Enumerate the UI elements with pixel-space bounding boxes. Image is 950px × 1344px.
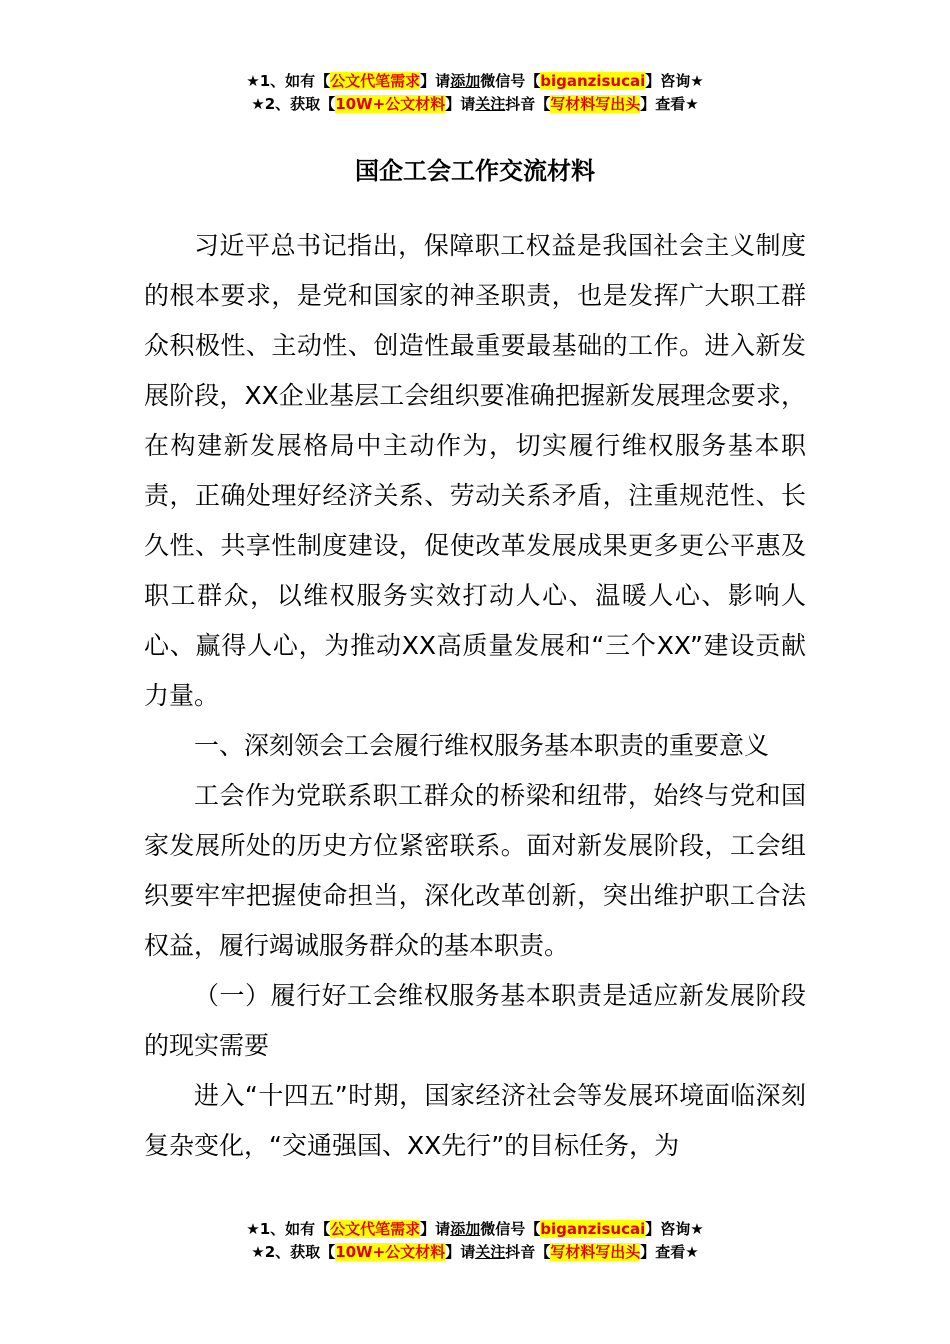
douyin-highlight: 写材料写出头 [550,1243,641,1261]
banner-text: 】咨询★ [645,1220,704,1238]
banner-text: 】请 [445,95,476,113]
banner-text: 微信号【 [480,1220,541,1238]
header-banner [0,70,950,116]
body-paragraph: 工会作为党联系职工群众的桥梁和纽带，始终与党和国家发展所处的历史方位紧密联系。面对新发展阶段，工会组织要牢牢把握使命担当，深化改革创新，突出维护职工合法权益，履行竭诚服务群众的基本职责。 [144,781,806,960]
footer-banner [0,1218,950,1264]
highlight-text: 公文代笔需求 [330,72,421,90]
underlined-text: 添加 [450,72,481,90]
banner-text: 】查看★ [640,1243,699,1261]
body-paragraph: 习近平总书记指出，保障职工权益是我国社会主义制度的根本要求，是党和国家的神圣职责，也是发挥广大职工群众积极性、主动性、创造性最重要最基础的工作。进入新发展阶段，XX企业基层工会组织要准确把握新发展理念要求，在构建新发展格局中主动作为，切实履行维权服务基本职责，正确处理好经济关系、劳动关系矛盾，注重规范性、长久性、共享性制度建设，促使改革发展成果更多更公平惠及职工群众，以维权服务实效打动人心、温暖人心、影响人心、赢得人心，为推动XX高质量发展和“三个XX”建设贡献力量。 [144,231,806,710]
highlight-text: 10W+公文材料 [335,1243,446,1261]
banner-text: 微信号【 [480,72,541,90]
document-title: 国企工会工作交流材料 [355,157,595,185]
banner-text: 】请 [445,1243,476,1261]
banner-text: ★2、获取【 [251,95,336,113]
wechat-id-highlight: biganzisucai [540,1220,646,1238]
subsection-heading: （一）履行好工会维权服务基本职责是适应新发展阶段的现实需要 [144,981,806,1060]
highlight-text: 公文代笔需求 [330,1220,421,1238]
douyin-highlight: 写材料写出头 [550,95,641,113]
banner-text: 】查看★ [640,95,699,113]
underlined-text: 添加 [450,1220,481,1238]
banner-text: 】请 [420,72,451,90]
document-body [144,221,806,1171]
body-paragraph: 进入“十四五”时期，国家经济社会等发展环境面临深刻复杂变化，“交通强国、XX先行”的目标任务，为 [144,1081,806,1160]
underlined-text: 关注 [475,95,506,113]
banner-text: 抖音【 [505,1243,551,1261]
banner-line-2 [0,93,950,116]
highlight-text: 10W+公文材料 [335,95,446,113]
banner-line-1 [0,1218,950,1241]
section-heading: 一、深刻领会工会履行维权服务基本职责的重要意义 [194,731,770,760]
banner-line-1 [0,70,950,93]
banner-text: 】请 [420,1220,451,1238]
banner-line-2 [0,1241,950,1264]
banner-text: 抖音【 [505,95,551,113]
banner-text: ★1、如有【 [246,72,331,90]
banner-text: 】咨询★ [645,72,704,90]
wechat-id-highlight: biganzisucai [540,72,646,90]
banner-text: ★1、如有【 [246,1220,331,1238]
banner-text: ★2、获取【 [251,1243,336,1261]
underlined-text: 关注 [475,1243,506,1261]
